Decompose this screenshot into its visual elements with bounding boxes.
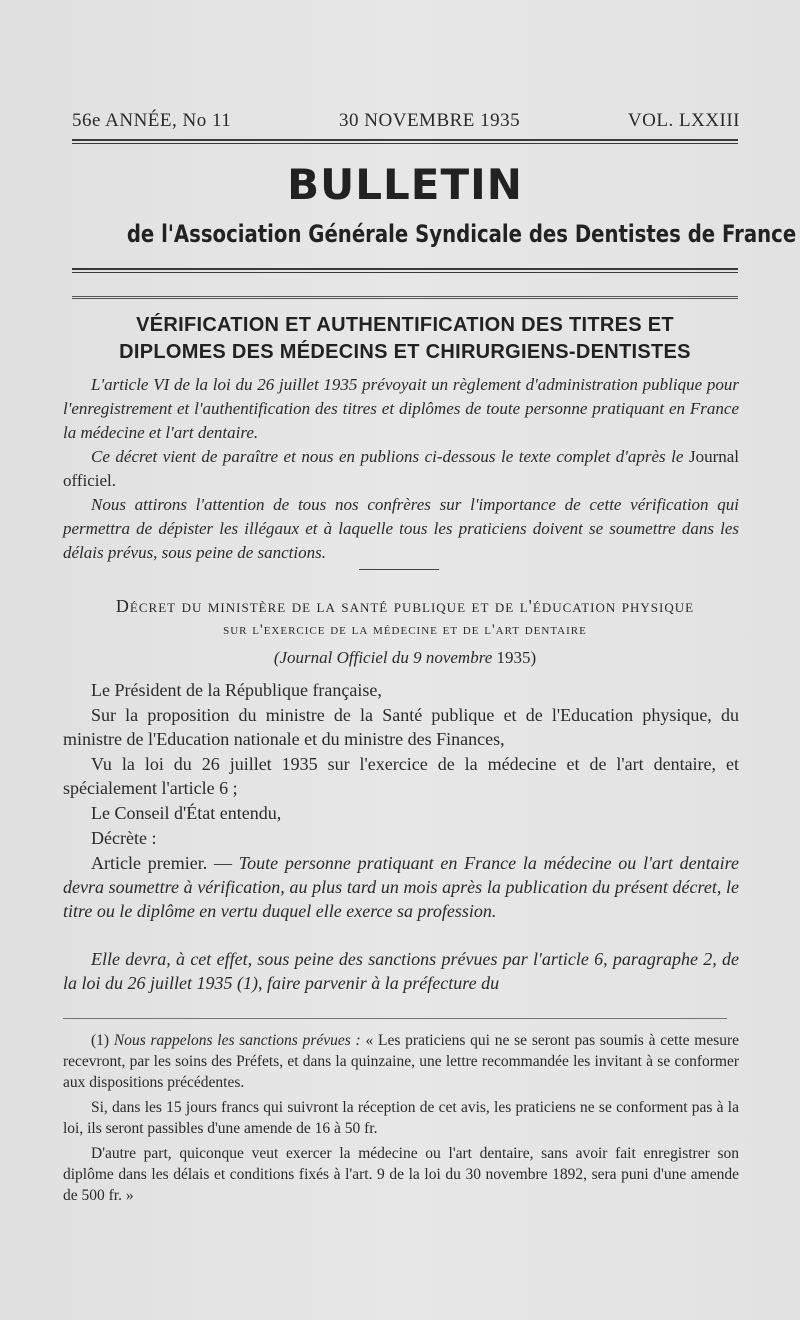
bulletin-title: BULLETIN [287, 160, 523, 209]
footnote-rule [63, 1018, 727, 1019]
masthead [72, 110, 740, 132]
footnotes [63, 1030, 739, 1210]
section-separator [359, 569, 439, 570]
issue-number: 56e ANNÉE, No 11 [72, 110, 232, 131]
journal-reference [60, 648, 750, 668]
decree-paragraph-5: Décrète : [91, 828, 157, 848]
decree-body [63, 678, 739, 996]
top-rule [72, 139, 738, 144]
decree-heading-line2: sur l'exercice de la médecine et de l'art dentaire [223, 622, 587, 638]
article-1-text: Toute personne pratiquant en France la médecine ou l'art dentaire devra soumettre à vérification, au plus tard un mois après la publication du présent décret, le titre ou le diplôme en vertu duquel elle exerce sa profession. [63, 853, 739, 921]
footnote-1 [63, 1030, 739, 1093]
article-heading [60, 312, 750, 366]
volume-number: VOL. LXXIII [627, 110, 740, 131]
masthead-bottom-rule [72, 268, 738, 273]
article-heading-line1: VÉRIFICATION ET AUTHENTIFICATION DES TITRES ET [136, 314, 674, 336]
footnote-1-intro: Nous rappelons les sanctions prévues : [113, 1032, 361, 1049]
journal-name: Journal officiel. [63, 447, 739, 490]
intro-paragraph-3: Nous attirons l'attention de tous nos confrères sur l'importance de cette vérification qui permettra de dépister les illégaux et à laquelle tous les praticiens doivent se soumettre dans les délais prévus, sous peine de sanctions. [63, 495, 739, 562]
journal-reference-text: (Journal Officiel du 9 novembre [273, 648, 493, 667]
footnote-2: Si, dans les 15 jours francs qui suivront la réception de cet avis, les praticiens ne se conforment pas à la loi, ils seront passibles d'une amende de 16 à 50 fr. [63, 1099, 739, 1137]
decree-article-1 [63, 851, 739, 923]
decree-heading-line1: Décret du ministère de la santé publique et de l'éducation physique [115, 596, 695, 616]
intro-paragraph-1: L'article VI de la loi du 26 juillet 1935 prévoyait un règlement d'administration publique pour l'enregistrement et l'authentification des titres et diplômes de toute personne pratiquant en France la médecine et l'art dentaire. [63, 375, 739, 442]
thin-rule [72, 296, 738, 299]
article-heading-line2: DIPLOMES DES MÉDECINS ET CHIRURGIENS-DENTISTES [119, 341, 691, 363]
decree-paragraph-2: Sur la proposition du ministre de la Santé publique et de l'Education physique, du ministre de l'Education nationale et du ministre des Finances, [63, 705, 739, 749]
footnote-1-quote: « Les praticiens qui ne se seront pas soumis à cette mesure recevront, par les soins des Préfets, et dans la quinzaine, une lettre recommandée les invitant à se conformer aux dispositions précédentes. [63, 1032, 740, 1091]
journal-reference-year: 1935) [496, 648, 537, 667]
decree-paragraph-3: Vu la loi du 26 juillet 1935 sur l'exercice de la médecine et de l'art dentaire, et spécialement l'article 6 ; [63, 754, 739, 798]
intro-text [63, 373, 739, 565]
footnote-3: D'autre part, quiconque veut exercer la médecine ou l'art dentaire, sans avoir fait enregistrer son diplôme dans les délais et conditions fixés à l'art. 9 de la loi du 30 novembre 1892, sera puni d'une amende de 500 fr. » [63, 1145, 739, 1204]
decree-paragraph-7: Elle devra, à cet effet, sous peine des sanctions prévues par l'article 6, paragraphe 2, de la loi du 26 juillet 1935 (1), faire parvenir à la préfecture du [63, 949, 739, 993]
intro-p2-text: Ce décret vient de paraître et nous en publions ci-dessous le texte complet d'après le [91, 447, 684, 466]
article-1-label: Article premier. — [91, 853, 232, 873]
decree-paragraph-1: Le Président de la République française, [91, 680, 382, 700]
issue-date: 30 NOVEMBRE 1935 [339, 110, 521, 131]
decree-heading [60, 594, 750, 642]
decree-paragraph-4: Le Conseil d'État entendu, [91, 803, 282, 823]
intro-paragraph-2 [63, 445, 739, 493]
bulletin-subtitle: de l'Association Générale Syndicale des Dentistes de France [126, 220, 797, 248]
footnote-1-marker: (1) [91, 1032, 110, 1049]
